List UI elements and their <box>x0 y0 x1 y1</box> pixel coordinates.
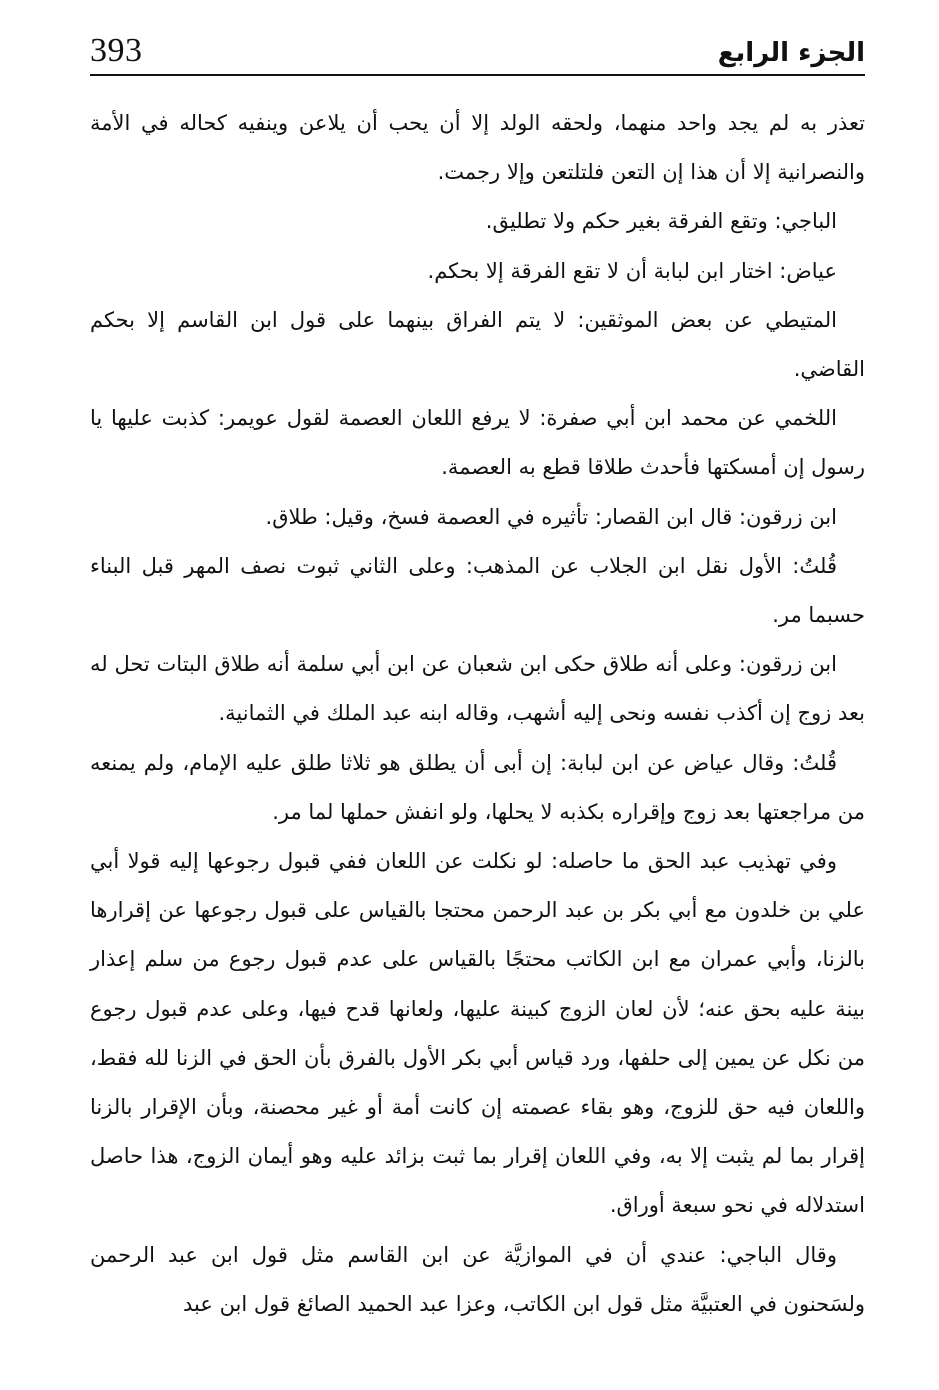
paragraph: قُلتُ: وقال عياض عن ابن لبابة: إن أبى أن يطلق هو ثلاثا طلق عليه الإمام، ولم يمنعه من مراجعتها بعد زوج وإقراره بكذبه لا يحلها، ولو انفش حملها لما مر. <box>90 750 865 824</box>
page-header <box>90 28 865 76</box>
page-number: 393 <box>90 32 143 69</box>
paragraph: ابن زرقون: وعلى أنه طلاق حكى ابن شعبان عن ابن أبي سلمة أنه طلاق البتات تحل له بعد زوج إن أكذب نفسه ونحى إليه أشهب، وقاله ابنه عبد الملك في الثمانية. <box>90 652 865 726</box>
paragraph: الباجي: وتقع الفرقة بغير حكم ولا تطليق. <box>485 209 837 234</box>
paragraph: ابن زرقون: قال ابن القصار: تأثيره في العصمة فسخ، وقيل: طلاق. <box>265 504 837 529</box>
page-body <box>90 99 865 1379</box>
paragraph: عياض: اختار ابن لبابة أن لا تقع الفرقة إلا بحكم. <box>427 258 837 283</box>
paragraph: اللخمي عن محمد ابن أبي صفرة: لا يرفع اللعان العصمة لقول عويمر: كذبت عليها يا رسول إن أمسكتها فأحدث طلاقا قطع به العصمة. <box>90 406 865 480</box>
paragraph: المتيطي عن بعض الموثقين: لا يتم الفراق بينهما على قول ابن القاسم إلا بحكم القاضي. <box>90 307 865 382</box>
running-title: الجزء الرابع <box>717 38 865 68</box>
paragraph: وقال الباجي: عندي أن في الموازيَّة عن ابن القاسم مثل قول ابن عبد الرحمن ولسَحنون في العتبيَّة مثل قول ابن الكاتب، وعزا عبد الحميد الصائغ قول ابن عبد <box>90 1242 865 1316</box>
paragraph: قُلتُ: الأول نقل ابن الجلاب عن المذهب: وعلى الثاني ثبوت نصف المهر قبل البناء حسبما مر. <box>90 553 865 628</box>
paragraph: وفي تهذيب عبد الحق ما حاصله: لو نكلت عن اللعان ففي قبول رجوعها إليه قولا أبي علي بن خلدون مع أبي بكر بن عبد الرحمن محتجا بالقياس على قبول رجوعها عن إقرارها بالزنا، وأبي عمران مع ابن الكاتب محتجًا بالقياس على عدم قبول رجوع من سلم إعذار بينة عليه بحق عنه؛ لأن لعان الزوج كبينة عليها، ولعانها قدح فيها، وعلى عدم قبول رجوع من نكل عن يمين إلى حلفها، ورد قياس أبي بكر الأول بالفرق بأن الحق في الزنا لله فقط، واللعان فيه حق للزوج، وهو بقاء عصمته إن كانت أمة أو غير محصنة، وبأن الإقرار بالزنا إقرار بما لم يثبت إلا به، وفي اللعان إقرار بما ثبت بزائد عليه وهو أيمان الزوج، هذا حاصل استدلاله في نحو سبعة أوراق. <box>90 849 865 1218</box>
paragraph: تعذر به لم يجد واحد منهما، ولحقه الولد إلا أن يحب أن يلاعن وينفيه كحاله في الأمة والنصرانية إلا أن هذا إن التعن فلتلتعن وإلا رجمت. <box>90 111 865 185</box>
